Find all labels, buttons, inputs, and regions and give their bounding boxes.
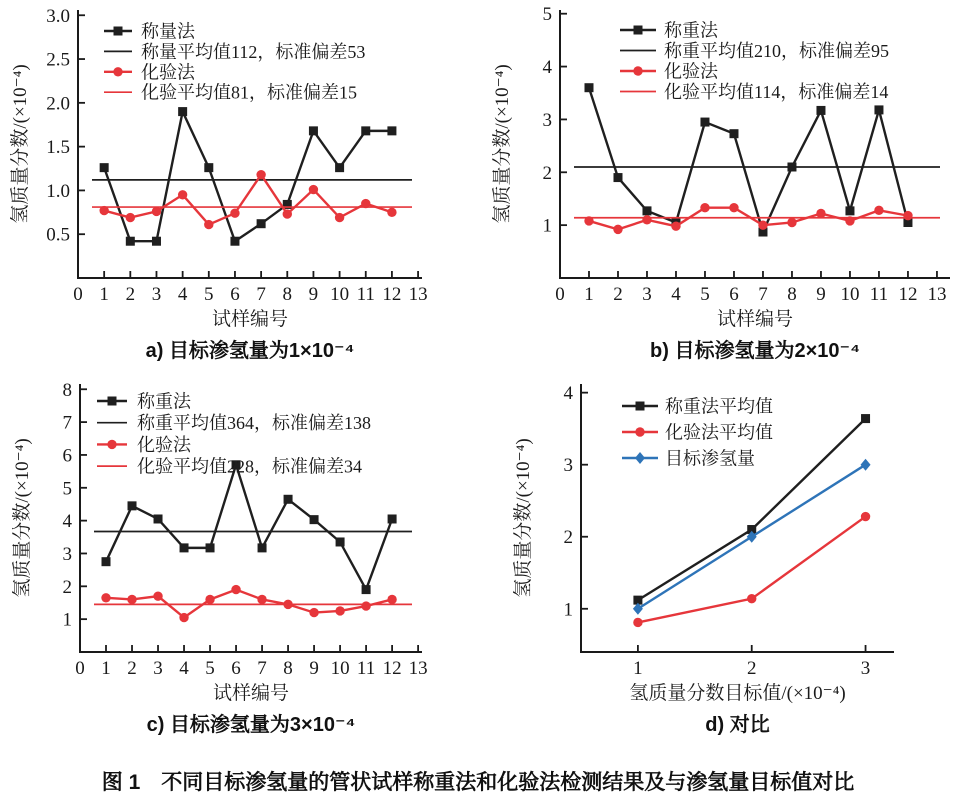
x-tick-label: 9 [816,284,826,305]
legend-label: 称重平均值364，标准偏差138 [137,413,371,434]
x-tick-label: 1 [584,284,594,305]
x-tick-label: 11 [356,284,375,305]
square-marker [178,107,187,116]
x-tick-label: 6 [729,284,739,305]
square-marker [387,126,396,135]
x-tick-label: 11 [356,658,376,679]
circle-marker [127,595,136,604]
x-tick-label: 5 [204,284,214,305]
square-marker [180,543,189,552]
legend-label: 化验法平均值 [665,422,773,443]
diamond-marker [635,452,645,464]
legend-label: 化验法 [141,62,195,83]
square-marker [230,237,239,246]
square-marker [362,585,371,594]
circle-marker [758,220,767,229]
circle-marker [613,225,622,234]
square-marker [700,118,709,127]
y-tick-label: 2 [563,527,573,549]
square-marker [128,501,137,510]
y-tick-label: 2 [542,162,552,184]
legend-label: 称重平均值210，标准偏差95 [664,41,889,61]
figure-caption: 图 1 不同目标渗氢量的管状试样称重法和化验法检测结果及与渗氢量目标值对比 [101,771,855,794]
legend-label: 称量法 [141,21,195,42]
circle-marker [387,208,396,217]
circle-marker [787,218,796,227]
x-tick-label: 2 [746,658,757,679]
circle-marker [335,606,344,615]
square-marker [636,402,645,411]
x-tick-label: 12 [382,284,402,305]
chart-c-cell [0,374,478,746]
chart-b-title: b) 目标渗氢量为2×10⁻⁴ [650,340,860,362]
circle-marker [671,221,680,230]
x-tick-label: 4 [179,658,189,679]
series-line [106,465,392,590]
square-marker [336,537,345,546]
y-tick-label: 1 [542,215,552,237]
chart-c-title: c) 目标渗氢量为3×10⁻⁴ [146,714,356,736]
y-tick-label: 5 [62,478,72,500]
circle-marker [204,220,213,229]
chart-d-title: d) 对比 [705,714,770,736]
circle-marker [257,595,266,604]
x-tick-label: 6 [230,284,240,305]
chart-a-canvas [0,0,478,332]
square-marker [388,514,397,523]
circle-marker [101,593,110,602]
y-axis-label: 氢质量分数/(×10⁻⁴) [10,64,31,224]
circle-marker [816,209,825,218]
diamond-marker [861,459,871,471]
chart-c-canvas [0,374,478,706]
square-marker [361,126,370,135]
circle-marker [178,190,187,199]
circle-marker [113,67,122,76]
x-tick-label: 13 [927,284,947,305]
circle-marker [747,594,756,603]
x-axis-label: 试样编号 [716,309,794,330]
y-tick-label: 3 [542,109,552,131]
legend-label: 化验平均值114，标准偏差14 [664,82,889,102]
legend-label: 称重法 [664,20,718,41]
square-marker [284,495,293,504]
circle-marker [642,215,651,224]
x-axis-label: 试样编号 [212,683,290,704]
x-tick-label: 4 [177,284,188,305]
square-marker [874,105,883,114]
x-tick-label: 4 [671,284,681,305]
y-tick-label: 0.5 [46,224,70,246]
square-marker [634,26,643,35]
y-tick-label: 1.0 [46,180,70,202]
x-tick-label: 8 [787,284,797,305]
legend-label: 目标渗氢量 [665,448,755,469]
y-tick-label: 3.0 [46,5,70,27]
square-marker [152,237,161,246]
circle-marker [283,209,292,218]
square-marker [258,543,267,552]
x-tick-label: 8 [282,284,293,305]
y-tick-label: 3 [62,543,72,565]
series-line [638,419,866,601]
series-line [104,112,392,242]
x-axis-label: 试样编号 [211,309,289,330]
y-tick-label: 1.5 [46,137,70,159]
square-marker [861,414,870,423]
series-line [589,88,908,232]
square-marker [114,27,123,36]
x-tick-label: 9 [308,284,319,305]
legend-label: 称量平均值112，标准偏差53 [141,41,366,62]
circle-marker [309,185,318,194]
x-tick-label: 10 [330,658,350,679]
x-tick-label: 7 [257,658,267,679]
square-marker [257,219,266,228]
x-tick-label: 5 [700,284,710,305]
legend-label: 称重法平均值 [665,396,773,417]
circle-marker [152,207,161,216]
x-axis-label: 氢质量分数目标值/(×10⁻⁴) [629,683,846,704]
y-tick-label: 1 [563,599,573,621]
square-marker [584,83,593,92]
square-marker [845,206,854,215]
y-tick-label: 5 [542,4,552,26]
x-tick-label: 13 [408,284,428,305]
x-tick-label: 11 [869,284,889,305]
circle-marker [230,208,239,217]
circle-marker [861,512,870,521]
legend-label: 化验法 [664,61,718,82]
y-tick-label: 7 [62,412,72,434]
circle-marker [700,203,709,212]
x-tick-label: 3 [151,284,162,305]
x-tick-label: 10 [330,284,350,305]
square-marker [310,515,319,524]
x-tick-label: 0 [555,284,565,305]
y-axis-label: 氢质量分数/(×10⁻⁴) [513,438,534,598]
x-tick-label: 2 [125,284,136,305]
x-tick-label: 2 [613,284,623,305]
chart-a-title: a) 目标渗氢量为1×10⁻⁴ [145,340,355,362]
x-tick-label: 2 [127,658,137,679]
y-tick-label: 8 [62,379,72,401]
x-tick-label: 8 [283,658,293,679]
x-tick-label: 7 [256,284,266,305]
x-tick-label: 12 [898,284,918,305]
x-tick-label: 13 [408,658,428,679]
x-tick-label: 3 [153,658,163,679]
legend-label: 称重法 [137,391,191,412]
y-tick-label: 6 [62,445,72,467]
circle-marker [231,585,240,594]
series-line [104,175,392,225]
x-tick-label: 1 [633,658,643,679]
y-tick-label: 4 [542,57,552,79]
square-marker [309,126,318,135]
circle-marker [153,591,162,600]
circle-marker [903,211,912,220]
x-tick-label: 3 [642,284,652,305]
circle-marker [256,170,265,179]
legend-label: 化验法 [137,434,191,455]
circle-marker [179,613,188,622]
y-tick-label: 4 [62,511,72,533]
x-tick-label: 5 [205,658,215,679]
x-tick-label: 1 [101,658,111,679]
x-tick-label: 0 [73,284,83,305]
x-tick-label: 9 [309,658,319,679]
circle-marker [387,595,396,604]
y-tick-label: 4 [563,383,573,405]
square-marker [642,206,651,215]
square-marker [206,543,215,552]
square-marker [102,557,111,566]
chart-d-canvas [478,374,956,706]
y-axis-label: 氢质量分数/(×10⁻⁴) [492,64,513,224]
x-tick-label: 3 [860,658,871,679]
y-tick-label: 3 [563,455,573,477]
y-tick-label: 1 [62,609,72,631]
x-tick-label: 7 [758,284,768,305]
square-marker [816,106,825,115]
circle-marker [107,440,116,449]
circle-marker [361,601,370,610]
x-tick-label: 10 [840,284,860,305]
square-marker [613,173,622,182]
circle-marker [205,595,214,604]
square-marker [335,163,344,172]
y-tick-label: 2.0 [46,93,70,115]
square-marker [154,514,163,523]
y-tick-label: 2.5 [46,49,70,71]
circle-marker [633,66,642,75]
square-marker [100,163,109,172]
y-tick-label: 2 [62,576,72,598]
chart-d-cell [478,374,956,746]
square-marker [204,163,213,172]
x-tick-label: 12 [382,658,402,679]
y-axis-label: 氢质量分数/(×10⁻⁴) [12,438,33,598]
legend-label: 化验平均值81，标准偏差15 [141,82,357,103]
circle-marker [126,213,135,222]
circle-marker [335,213,344,222]
x-tick-label: 0 [75,658,85,679]
square-marker [126,237,135,246]
circle-marker [309,608,318,617]
chart-a-cell [0,0,478,372]
square-marker [729,129,738,138]
circle-marker [729,203,738,212]
legend-label: 化验平均值228，标准偏差34 [137,456,362,477]
chart-b-cell [478,0,956,372]
x-tick-label: 1 [99,284,109,305]
x-tick-label: 6 [231,658,241,679]
circle-marker [633,618,642,627]
chart-b-canvas [478,0,956,332]
circle-marker [635,427,644,436]
circle-marker [874,206,883,215]
square-marker [108,397,117,406]
